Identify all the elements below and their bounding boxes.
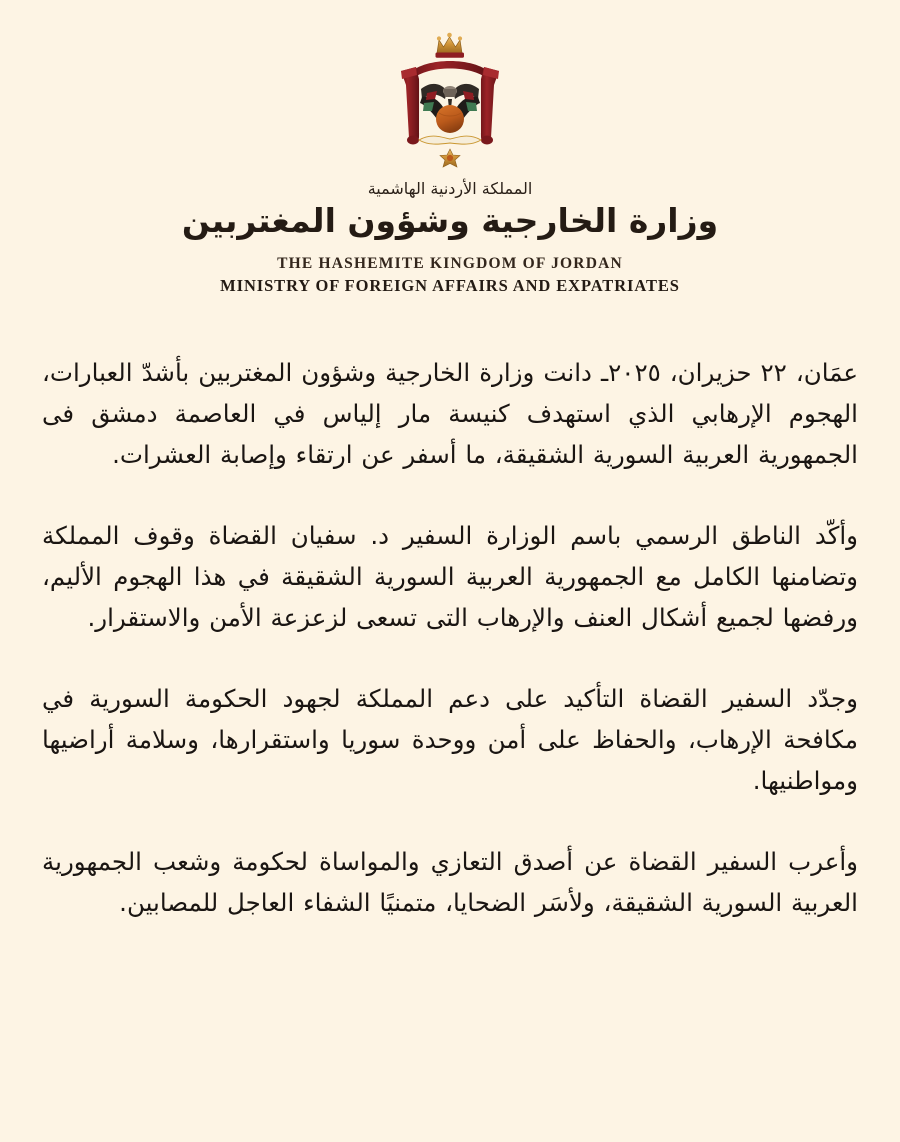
star-medallion xyxy=(440,149,460,167)
globe xyxy=(436,105,464,133)
statement-body xyxy=(42,352,858,923)
emblem-container xyxy=(0,26,900,176)
letterhead xyxy=(0,0,900,296)
arabic-kingdom-name: المملكة الأردنية الهاشمية xyxy=(367,179,533,198)
jordan-coat-of-arms-icon xyxy=(375,27,525,175)
arabic-ministry-name: وزارة الخارجية وشؤون المغتربين xyxy=(181,200,719,240)
statement-paragraph: عمَان، ٢٢ حزيران، ٢٠٢٥ـ دانت وزارة الخارجية وشؤون المغتربين بأشدّ العبارات، الهجوم الإرهابي الذي استهدف كنيسة مار إلياس في العاصمة دمشق فى الجمهورية العربية السورية الشقيقة، ما أسفر عن ارتقاء وإصابة العشرات. xyxy=(42,358,858,469)
english-kingdom-name: THE HASHEMITE KINGDOM OF JORDAN xyxy=(277,254,623,272)
statement-paragraph: وأكّد الناطق الرسمي باسم الوزارة السفير د. سفيان القضاة وقوف المملكة وتضامنها الكامل مع الجمهورية العربية السورية الشقيقة في هذا الهجوم الأليم، ورفضها لجميع أشكال العنف والإرهاب التى تسعى لزعزعة الأمن والاستقرار. xyxy=(42,521,858,632)
statement-paragraph: وجدّد السفير القضاة التأكيد على دعم المملكة لجهود الحكومة السورية في مكافحة الإرهاب، والحفاظ على أمن ووحدة سوريا واستقرارها، وسلامة أراضيها ومواطنيها. xyxy=(42,684,858,795)
english-ministry-name: MINISTRY OF FOREIGN AFFAIRS AND EXPATRIATES xyxy=(220,275,680,295)
statement-paragraph: وأعرب السفير القضاة عن أصدق التعازي والمواساة لحكومة وشعب الجمهورية العربية السورية الشقيقة، ولأسَر الضحايا، متمنيًا الشفاء العاجل للمصابين. xyxy=(42,847,858,917)
crown-icon xyxy=(436,33,465,58)
